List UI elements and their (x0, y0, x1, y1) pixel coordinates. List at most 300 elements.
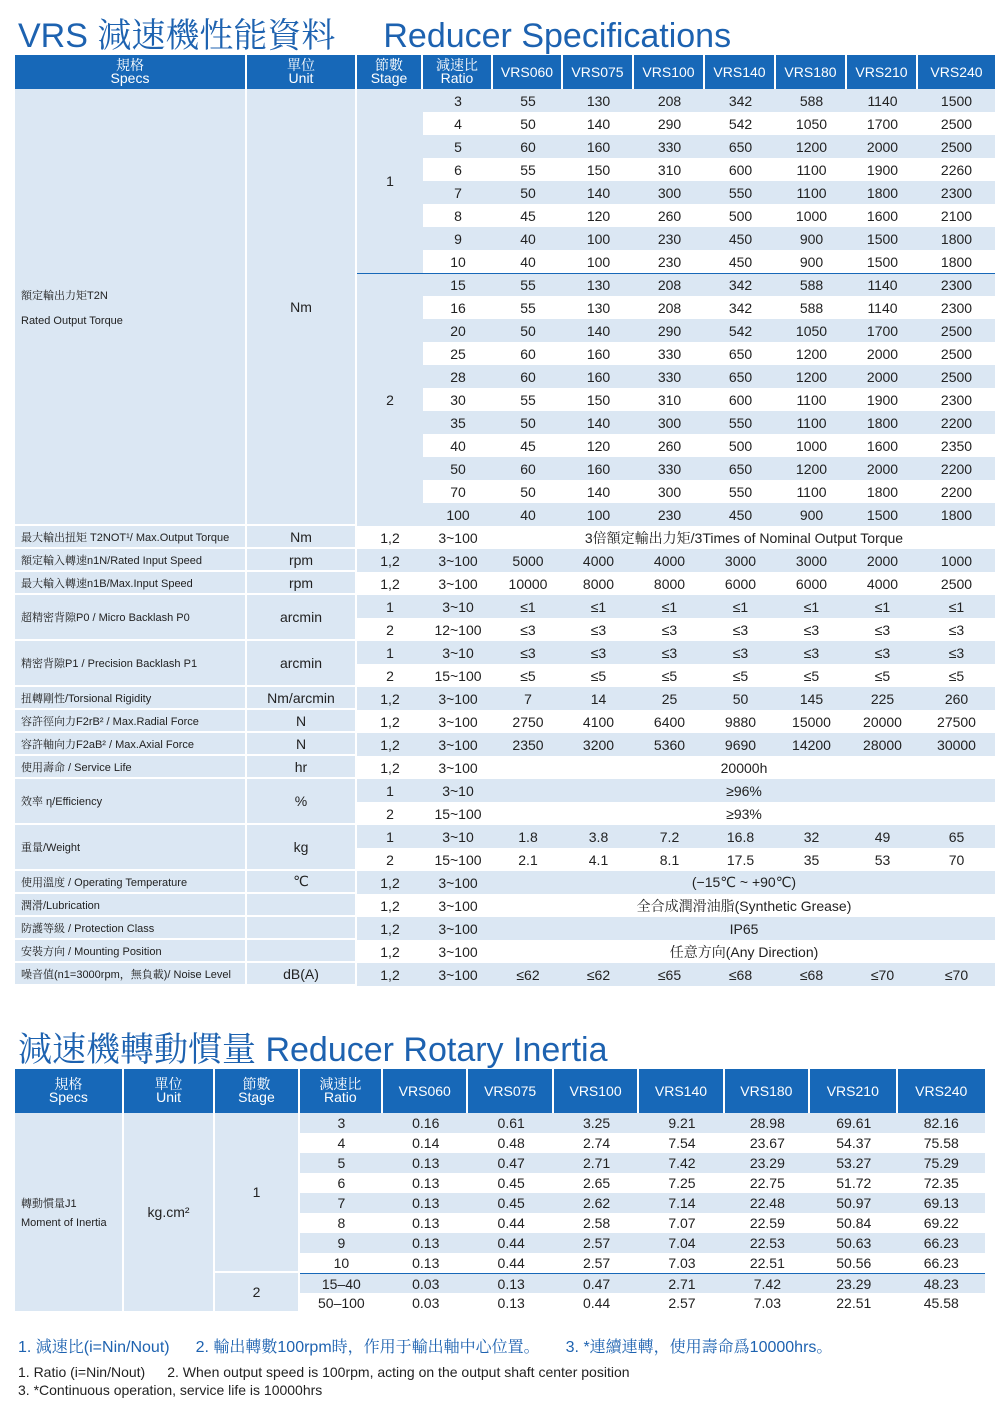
model-header: VRS210 (810, 1069, 897, 1113)
weight-label: 重量/Weight (15, 825, 247, 871)
value-cell: 2200 (918, 480, 995, 503)
value-cell: 7.07 (639, 1213, 724, 1233)
value-cell: 0.45 (468, 1193, 553, 1213)
model-header: VRS240 (898, 1069, 985, 1113)
value-cell: 55 (493, 296, 563, 319)
value-cell: 208 (634, 296, 705, 319)
value-cell: 0.16 (383, 1113, 468, 1133)
value-cell: 0.47 (468, 1153, 553, 1173)
table-row (15, 526, 995, 549)
value-cell: ≤3 (776, 641, 847, 664)
value-cell: 300 (634, 411, 705, 434)
value-cell: 290 (634, 319, 705, 342)
value-cell: 550 (705, 181, 776, 204)
spec-table (15, 55, 995, 986)
ratio-cell: 3~100 (423, 710, 493, 733)
ratio-cell: 15~100 (423, 848, 493, 871)
stage-cell: 1,2 (357, 549, 423, 572)
value-cell: 55 (493, 273, 563, 296)
value-cell: 588 (776, 273, 847, 296)
value-cell: 4100 (563, 710, 634, 733)
value-cell: 23.67 (725, 1133, 810, 1153)
ratio-cell: 3~100 (423, 940, 493, 963)
inertia-header-specs: 規格 Specs (15, 1069, 124, 1113)
stage-cell: 2 (357, 664, 423, 687)
ratio-cell: 50 (423, 457, 493, 480)
value-cell: 55 (493, 388, 563, 411)
value-cell: 1800 (847, 411, 918, 434)
value-cell: 588 (776, 296, 847, 319)
stage-cell: 2 (215, 1273, 299, 1313)
table-row (15, 595, 995, 618)
value-cell: 310 (634, 388, 705, 411)
ratio-cell: 40 (423, 434, 493, 457)
value-cell: 7.03 (725, 1293, 810, 1313)
p0-label: 超精密背隙P0 / Micro Backlash P0 (15, 595, 247, 641)
spec-title (18, 8, 731, 57)
value-cell: 14200 (776, 733, 847, 756)
ratio-cell: 9 (300, 1233, 383, 1253)
value-cell: 0.45 (468, 1173, 553, 1193)
ratio-cell: 15~100 (423, 664, 493, 687)
model-header: VRS060 (493, 55, 563, 89)
value-cell: ≤5 (918, 664, 995, 687)
model-header: VRS075 (468, 1069, 553, 1113)
value-cell: 0.13 (383, 1213, 468, 1233)
value-cell: 30000 (918, 733, 995, 756)
table-row (15, 710, 995, 733)
table-row (15, 756, 995, 779)
mounting-unit (247, 940, 357, 963)
value-cell: 82.16 (898, 1113, 985, 1133)
stage-cell: 1,2 (357, 940, 423, 963)
stage-cell: 1 (357, 779, 423, 802)
value-cell: 2200 (918, 411, 995, 434)
inertia-title: 減速機轉動慣量 Reducer Rotary Inertia (18, 1031, 608, 1069)
value-cell: 130 (563, 89, 634, 112)
value-cell: 3000 (776, 549, 847, 572)
model-header: VRS100 (554, 1069, 639, 1113)
value-cell: 66.23 (898, 1253, 985, 1273)
rated_speed-unit: rpm (247, 549, 357, 572)
value-cell: 300 (634, 181, 705, 204)
ratio-cell: 3~100 (423, 687, 493, 710)
note-zh-3: 3. *連續連轉，使用壽命爲10000hrs。 (565, 1339, 833, 1356)
value-cell: 4000 (563, 549, 634, 572)
value-cell: ≤70 (847, 963, 918, 986)
model-header: VRS075 (563, 55, 634, 89)
stage-cell: 2 (357, 618, 423, 641)
ratio-cell: 50–100 (300, 1293, 383, 1313)
ratio-cell: 6 (423, 158, 493, 181)
value-cell: 542 (705, 112, 776, 135)
table-row (15, 963, 995, 986)
value-cell: 130 (563, 273, 634, 296)
value-cell: 50.84 (810, 1213, 897, 1233)
value-cell: 40 (493, 250, 563, 273)
value-cell: 23.29 (725, 1153, 810, 1173)
model-header: VRS140 (639, 1069, 724, 1113)
efficiency-label: 效率 η/Efficiency (15, 779, 247, 825)
value-cell: 120 (563, 434, 634, 457)
table-row (15, 89, 995, 112)
value-cell: 2350 (918, 434, 995, 457)
lubrication-unit (247, 894, 357, 917)
value-cell: 650 (705, 342, 776, 365)
value-cell: 160 (563, 365, 634, 388)
value-cell: ≤3 (918, 641, 995, 664)
value-cell: 7 (493, 687, 563, 710)
value-cell: 1500 (847, 250, 918, 273)
value-cell: 50.56 (810, 1253, 897, 1273)
moment-of-inertia-label-en: Moment of Inertia (21, 1217, 107, 1229)
value-cell: 208 (634, 273, 705, 296)
note-en-3: 3. *Continuous operation, service life is 10000hrs (18, 1382, 323, 1398)
value-cell: 500 (705, 434, 776, 457)
value-cell: 550 (705, 480, 776, 503)
value-cell: ≤3 (493, 641, 563, 664)
stage-cell: 1 (357, 825, 423, 848)
value-cell: ≤68 (705, 963, 776, 986)
ratio-cell: 8 (423, 204, 493, 227)
value-cell: 0.13 (383, 1193, 468, 1213)
max_torque-label: 最大輸出扭矩 T2NOT¹/ Max.Output Torque (15, 526, 247, 549)
value-cell: 1200 (776, 457, 847, 480)
protection-label: 防護等級 / Protection Class (15, 917, 247, 940)
value-cell: 2.71 (639, 1273, 724, 1293)
max_torque-value: 3倍額定輸出力矩/3Times of Nominal Output Torque (493, 526, 995, 549)
value-cell: 500 (705, 204, 776, 227)
value-cell: 16.8 (705, 825, 776, 848)
value-cell: 2000 (847, 549, 918, 572)
inertia-header-ratio: 減速比 Ratio (300, 1069, 383, 1113)
stage-cell: 2 (357, 802, 423, 825)
moment-of-inertia-label (15, 1113, 124, 1313)
value-cell: 69.61 (810, 1113, 897, 1133)
value-cell: 7.03 (639, 1253, 724, 1273)
spec-header-ratio: 減速比 Ratio (423, 55, 493, 89)
value-cell: 75.58 (898, 1133, 985, 1153)
stage-cell: 2 (357, 848, 423, 871)
value-cell: 4000 (847, 572, 918, 595)
stage-cell: 1 (215, 1113, 299, 1273)
value-cell: 48.23 (898, 1273, 985, 1293)
value-cell: 100 (563, 227, 634, 250)
value-cell: 1000 (918, 549, 995, 572)
ratio-cell: 100 (423, 503, 493, 526)
ratio-cell: 30 (423, 388, 493, 411)
value-cell: ≤1 (493, 595, 563, 618)
value-cell: 0.13 (383, 1173, 468, 1193)
value-cell: 1050 (776, 319, 847, 342)
moment-of-inertia-label-zh: 轉動慣量J1 (21, 1198, 77, 1210)
value-cell: 28000 (847, 733, 918, 756)
value-cell: 588 (776, 89, 847, 112)
value-cell: 650 (705, 365, 776, 388)
value-cell: 0.13 (383, 1153, 468, 1173)
value-cell: 50 (493, 181, 563, 204)
value-cell: 7.42 (639, 1153, 724, 1173)
value-cell: 0.48 (468, 1133, 553, 1153)
value-cell: 60 (493, 457, 563, 480)
value-cell: 0.13 (383, 1233, 468, 1253)
value-cell: ≤5 (705, 664, 776, 687)
value-cell: 1600 (847, 434, 918, 457)
value-cell: 7.42 (725, 1273, 810, 1293)
model-header: VRS140 (705, 55, 776, 89)
p1-label: 精密背隙P1 / Precision Backlash P1 (15, 641, 247, 687)
value-cell: 1100 (776, 411, 847, 434)
value-cell: ≤3 (563, 618, 634, 641)
value-cell: 1800 (847, 480, 918, 503)
value-cell: ≤1 (847, 595, 918, 618)
value-cell: 45 (493, 204, 563, 227)
value-cell: 7.25 (639, 1173, 724, 1193)
value-cell: 7.04 (639, 1233, 724, 1253)
value-cell: ≤3 (634, 618, 705, 641)
mounting-value: 任意方向(Any Direction) (493, 940, 995, 963)
p0-unit: arcmin (247, 595, 357, 641)
table-row (15, 549, 995, 572)
value-cell: 2.57 (554, 1233, 639, 1253)
value-cell: 50 (705, 687, 776, 710)
radial-label: 容許徑向力F2rB² / Max.Radial Force (15, 710, 247, 733)
table-row (15, 917, 995, 940)
value-cell: 1500 (847, 227, 918, 250)
value-cell: 140 (563, 411, 634, 434)
note-en-1: 1. Ratio (i=Nin/Nout) (18, 1364, 146, 1380)
value-cell: 3200 (563, 733, 634, 756)
value-cell: 22.59 (725, 1213, 810, 1233)
value-cell: 5000 (493, 549, 563, 572)
value-cell: ≤3 (847, 641, 918, 664)
table-row (15, 779, 995, 802)
life-value: 20000h (493, 756, 995, 779)
value-cell: 23.29 (810, 1273, 897, 1293)
value-cell: 0.13 (383, 1253, 468, 1273)
value-cell: 1800 (918, 250, 995, 273)
ratio-cell: 10 (423, 250, 493, 273)
value-cell: 2.74 (554, 1133, 639, 1153)
stage-cell: 1 (357, 595, 423, 618)
value-cell: 1140 (847, 89, 918, 112)
value-cell: 2500 (918, 342, 995, 365)
ratio-cell: 3~10 (423, 595, 493, 618)
value-cell: 1800 (847, 181, 918, 204)
value-cell: 50 (493, 411, 563, 434)
note-zh-2: 2. 輸出轉數100rpm時，作用于輸出軸中心位置。 (195, 1339, 540, 1356)
value-cell: 2300 (918, 273, 995, 296)
rated-output-torque-label-zh: 額定輸出力矩T2N (21, 289, 108, 302)
value-cell: 208 (634, 89, 705, 112)
value-cell: ≤5 (634, 664, 705, 687)
value-cell: 0.13 (468, 1273, 553, 1293)
value-cell: 66.23 (898, 1233, 985, 1253)
radial-unit: N (247, 710, 357, 733)
value-cell: 7.54 (639, 1133, 724, 1153)
value-cell: 0.13 (468, 1293, 553, 1313)
efficiency-value: ≥93% (493, 802, 995, 825)
ratio-cell: 3~100 (423, 572, 493, 595)
value-cell: 2.57 (554, 1253, 639, 1273)
value-cell: 28.98 (725, 1113, 810, 1133)
value-cell: 22.51 (810, 1293, 897, 1313)
value-cell: 70 (918, 848, 995, 871)
value-cell: 0.44 (468, 1233, 553, 1253)
value-cell: 14 (563, 687, 634, 710)
value-cell: 4000 (634, 549, 705, 572)
ratio-cell: 15 (423, 273, 493, 296)
inertia-table (15, 1069, 985, 1313)
value-cell: 2500 (918, 112, 995, 135)
value-cell: 2000 (847, 342, 918, 365)
value-cell: 1140 (847, 296, 918, 319)
ratio-cell: 3 (300, 1113, 383, 1133)
life-label: 使用壽命 / Service Life (15, 756, 247, 779)
value-cell: 0.44 (554, 1293, 639, 1313)
value-cell: 2500 (918, 572, 995, 595)
efficiency-value: ≥96% (493, 779, 995, 802)
note-en-2: 2. When output speed is 100rpm, acting on the output shaft center position (167, 1364, 630, 1380)
ratio-cell: 16 (423, 296, 493, 319)
value-cell: ≤5 (776, 664, 847, 687)
value-cell: 1000 (776, 204, 847, 227)
inertia-header-unit: 單位 Unit (124, 1069, 216, 1113)
ratio-cell: 3~100 (423, 756, 493, 779)
stage-cell: 1 (357, 641, 423, 664)
value-cell: 0.03 (383, 1273, 468, 1293)
value-cell: 75.29 (898, 1153, 985, 1173)
ratio-cell: 12~100 (423, 618, 493, 641)
value-cell: 50 (493, 319, 563, 342)
value-cell: 0.61 (468, 1113, 553, 1133)
value-cell: 130 (563, 296, 634, 319)
value-cell: 900 (776, 227, 847, 250)
value-cell: 1000 (776, 434, 847, 457)
protection-unit (247, 917, 357, 940)
value-cell: 230 (634, 250, 705, 273)
value-cell: 2500 (918, 135, 995, 158)
value-cell: 330 (634, 342, 705, 365)
table-row (15, 687, 995, 710)
ratio-cell: 4 (300, 1133, 383, 1153)
value-cell: 2200 (918, 457, 995, 480)
spec-header-specs: 規格 Specs (15, 55, 247, 89)
ratio-cell: 7 (300, 1193, 383, 1213)
value-cell: ≤1 (563, 595, 634, 618)
value-cell: ≤3 (563, 641, 634, 664)
ratio-cell: 20 (423, 319, 493, 342)
value-cell: ≤65 (634, 963, 705, 986)
value-cell: 50 (493, 480, 563, 503)
value-cell: 4.1 (563, 848, 634, 871)
value-cell: 2750 (493, 710, 563, 733)
value-cell: 17.5 (705, 848, 776, 871)
model-header: VRS240 (918, 55, 995, 89)
value-cell: 55 (493, 158, 563, 181)
ratio-cell: 8 (300, 1213, 383, 1233)
value-cell: 2300 (918, 388, 995, 411)
value-cell: 450 (705, 503, 776, 526)
axial-unit: N (247, 733, 357, 756)
value-cell: 55 (493, 89, 563, 112)
ratio-cell: 6 (300, 1173, 383, 1193)
ratio-cell: 3~100 (423, 549, 493, 572)
value-cell: 450 (705, 227, 776, 250)
value-cell: 3000 (705, 549, 776, 572)
stage-cell: 1,2 (357, 710, 423, 733)
value-cell: 35 (776, 848, 847, 871)
value-cell: 1700 (847, 112, 918, 135)
ratio-cell: 3~100 (423, 733, 493, 756)
value-cell: 1100 (776, 480, 847, 503)
value-cell: 290 (634, 112, 705, 135)
note-zh-1: 1. 減速比(i=Nin/Nout) (18, 1339, 170, 1356)
stage-cell: 1,2 (357, 526, 423, 549)
ratio-cell: 70 (423, 480, 493, 503)
model-header: VRS100 (634, 55, 705, 89)
ratio-cell: 4 (423, 112, 493, 135)
value-cell: 2300 (918, 296, 995, 319)
value-cell: 1900 (847, 158, 918, 181)
ratio-cell: 3~100 (423, 963, 493, 986)
ratio-cell: 10 (300, 1253, 383, 1273)
noise-label: 噪音值(n1=3000rpm，無負載)/ Noise Level (15, 963, 247, 986)
value-cell: 100 (563, 250, 634, 273)
value-cell: 8000 (563, 572, 634, 595)
value-cell: 40 (493, 227, 563, 250)
value-cell: ≤3 (705, 641, 776, 664)
value-cell: 1.8 (493, 825, 563, 848)
spec-header-unit: 單位 Unit (247, 55, 357, 89)
value-cell: 3.8 (563, 825, 634, 848)
noise-unit: dB(A) (247, 963, 357, 986)
value-cell: 1200 (776, 135, 847, 158)
value-cell: 140 (563, 480, 634, 503)
value-cell: 542 (705, 319, 776, 342)
value-cell: 2.1 (493, 848, 563, 871)
spec-title-zh: VRS 減速機性能資料 (18, 17, 336, 55)
value-cell: 49 (847, 825, 918, 848)
value-cell: 0.03 (383, 1293, 468, 1313)
value-cell: 3.25 (554, 1113, 639, 1133)
value-cell: 1100 (776, 158, 847, 181)
stage-cell: 1,2 (357, 572, 423, 595)
protection-value: IP65 (493, 917, 995, 940)
torque-unit: Nm (247, 89, 357, 526)
value-cell: 342 (705, 296, 776, 319)
value-cell: 1600 (847, 204, 918, 227)
value-cell: 550 (705, 411, 776, 434)
value-cell: 22.53 (725, 1233, 810, 1253)
value-cell: ≤3 (493, 618, 563, 641)
value-cell: 330 (634, 365, 705, 388)
value-cell: 8.1 (634, 848, 705, 871)
model-header: VRS060 (383, 1069, 468, 1113)
value-cell: 5360 (634, 733, 705, 756)
value-cell: ≤3 (776, 618, 847, 641)
value-cell: ≤5 (493, 664, 563, 687)
value-cell: 1900 (847, 388, 918, 411)
value-cell: 0.14 (383, 1133, 468, 1153)
stage-cell: 1,2 (357, 871, 423, 894)
table-row (15, 825, 995, 848)
value-cell: 2500 (918, 319, 995, 342)
value-cell: 150 (563, 158, 634, 181)
max_torque-unit: Nm (247, 526, 357, 549)
value-cell: ≤3 (634, 641, 705, 664)
value-cell: 53 (847, 848, 918, 871)
